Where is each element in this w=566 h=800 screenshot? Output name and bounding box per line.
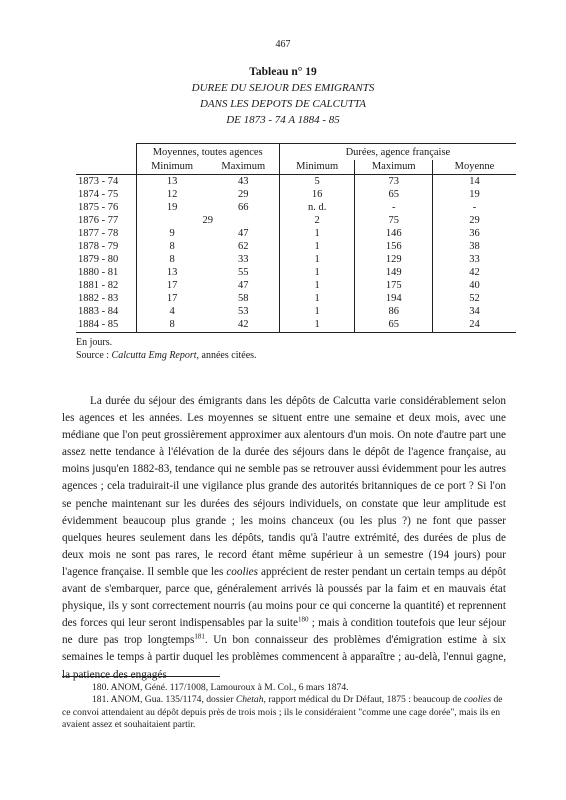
cell-min-all: 19 (136, 201, 208, 214)
page-number: 467 (275, 39, 291, 50)
cell-max-fr: 149 (355, 266, 433, 279)
footnote-ref-180[interactable]: 180 (298, 615, 309, 624)
cell-min-fr: 1 (279, 253, 355, 266)
cell-min-fr: 2 (279, 214, 355, 227)
cell-avg-fr: 42 (433, 266, 517, 279)
cell-max-fr: 86 (355, 305, 433, 318)
cell-year: 1875 - 76 (78, 202, 119, 213)
cell-max-all: 55 (238, 267, 249, 278)
cell-min-all: 8 (136, 253, 208, 266)
cell-max-fr: - (355, 201, 433, 214)
footnotes (62, 682, 506, 732)
table-row (76, 175, 516, 189)
cell-max-all: 47 (238, 280, 249, 291)
cell-avg-fr: - (433, 201, 517, 214)
table-subtitle-line-3: DE 1873 - 74 A 1884 - 85 (226, 114, 340, 126)
group-header-french-agency: Durées, agence française (279, 144, 516, 161)
table-row (76, 201, 516, 214)
cell-max-fr: 146 (355, 227, 433, 240)
cell-min-fr: 1 (279, 227, 355, 240)
cell-avg-fr: 40 (433, 279, 517, 292)
table-row (76, 266, 516, 279)
cell-min-all: 8 (136, 240, 208, 253)
cell-year: 1876 - 77 (78, 215, 119, 226)
table-heading (0, 65, 566, 128)
cell-min-all: 12 (136, 188, 208, 201)
cell-min-all: 4 (136, 305, 208, 318)
footnote-181: 181. ANOM, Gua. 135/1174, dossier Chetah, rapport médical du Dr Défaut, 1875 : beaucoup de coolies de ce convoi attendaient au dépôt depuis près de trois mois ; ils le considéraient "comme une cage dorée", mais ils en avaient assez et souhaitaient partir. (62, 694, 503, 731)
cell-year: 1881 - 82 (78, 280, 119, 291)
source-rest: , années citées. (196, 349, 257, 361)
cell-max-fr: 65 (355, 188, 433, 201)
cell-min-all: 8 (136, 318, 208, 333)
cell-max-fr: 156 (355, 240, 433, 253)
col-header-max-fr: Maximum (355, 160, 433, 175)
cell-avg-fr: 24 (433, 318, 517, 333)
table-row (76, 279, 516, 292)
table-notes (76, 337, 257, 362)
cell-max-all: 29 (238, 189, 249, 200)
cell-year: 1882 - 83 (78, 293, 119, 304)
cell-max-fr: 129 (355, 253, 433, 266)
table-row (76, 214, 516, 227)
table-row (76, 188, 516, 201)
cell-avg-fr: 19 (433, 188, 517, 201)
table-row (76, 240, 516, 253)
table-title: Tableau n° 19 (249, 66, 317, 78)
cell-min-all: 13 (136, 266, 208, 279)
table-row (76, 292, 516, 305)
cell-year: 1878 - 79 (78, 241, 119, 252)
cell-max-all: 43 (238, 176, 249, 187)
cell-max-all: 47 (238, 228, 249, 239)
table-subtitle-line-1: DUREE DU SEJOUR DES EMIGRANTS (191, 82, 375, 94)
footnote-180: 180. ANOM, Géné. 117/1008, Lamouroux à M. Col., 6 mars 1874. (92, 682, 349, 693)
cell-year: 1879 - 80 (78, 254, 119, 265)
cell-merged-all: 29 (136, 214, 279, 227)
cell-min-fr: 1 (279, 279, 355, 292)
cell-min-fr: n. d. (279, 201, 355, 214)
body-text (62, 393, 506, 684)
footnote-ref-181[interactable]: 181 (194, 632, 205, 641)
cell-min-all: 17 (136, 292, 208, 305)
cell-year: 1880 - 81 (78, 267, 119, 278)
cell-max-fr: 65 (355, 318, 433, 333)
cell-avg-fr: 33 (433, 253, 517, 266)
cell-avg-fr: 29 (433, 214, 517, 227)
cell-max-all: 53 (238, 306, 249, 317)
col-header-max-all: Maximum (208, 160, 280, 175)
group-header-all-agencies: Moyennes, toutes agences (136, 144, 279, 161)
cell-max-fr: 194 (355, 292, 433, 305)
source-title: Calcutta Emg Report (111, 349, 197, 361)
paragraph: La durée du séjour des émigrants dans les dépôts de Calcutta varie considérablement selon les agences et les années. Les moyennes se situent entre une semaine et deux mois, avec une médiane que l'on peut grossièrement approximer aux alentours d'un mois. On note d'autre part une assez nette tendance à l'élévation de la durée des séjours dans le dépôt de l'agence française, au moins jusqu'en 1882-83, tendance qui ne semble pas se retrouver aussi évidemment pour les autres agences ; cela traduirait-il une vigilance plus grande des autorités britanniques de ce port ? Si l'on se penche maintenant sur les durées des séjours individuels, on constate que leur amplitude est évidemment beaucoup plus grande ; les moins chanceux (ou les plus ?) ne font que passer quelques heures seulement dans les dépôts, tandis qu'à l'autre extrémité, des durées de plus de deux mois ne sont pas rares, le record étant même supérieur à un semestre (194 jours) pour l'agence française. Il semble que les coolies apprécient de rester pendant un certain temps au dépôt avant de s'embarquer, parce que, généralement arrivés là poussés par la faim et en mauvais état physique, ils y sont correctement nourris (au moins pour ce qui concerne la quantité) et reprennent des forces qui leur seront indispensables par la suite$^{180}$ ; mais à condition toutefois que leur séjour ne dure pas trop longtemps$^{181}$. Un bon connaisseur des problèmes d'émigration estime à six semaines le temps à partir duquel les problèmes commencent à apparaître ; au-delà, l'ennui gagne, la patience des engagés (62, 395, 507, 681)
cell-min-all: 13 (136, 175, 208, 189)
table-row (76, 253, 516, 266)
cell-max-fr: 175 (355, 279, 433, 292)
cell-max-all: 62 (238, 241, 249, 252)
cell-min-all: 9 (136, 227, 208, 240)
table-row (76, 318, 516, 333)
cell-year: 1884 - 85 (76, 318, 136, 333)
cell-max-all: 58 (238, 293, 249, 304)
cell-year: 1883 - 84 (78, 306, 119, 317)
cell-min-fr: 1 (279, 292, 355, 305)
cell-min-fr: 1 (279, 266, 355, 279)
cell-min-fr: 1 (279, 318, 355, 333)
table-row (76, 227, 516, 240)
cell-year: 1874 - 75 (78, 189, 119, 200)
cell-avg-fr: 34 (433, 305, 517, 318)
table-subtitle-line-2: DANS LES DEPOTS DE CALCUTTA (199, 98, 367, 110)
col-header-avg-fr: Moyenne (433, 160, 517, 175)
units-note: En jours. (76, 337, 113, 348)
cell-min-fr: 1 (279, 305, 355, 318)
col-header-min-fr: Minimum (279, 160, 355, 175)
cell-max-all: 42 (208, 318, 280, 333)
emigrant-stay-table (76, 143, 516, 333)
footnote-divider (62, 676, 220, 677)
cell-max-fr: 73 (355, 175, 433, 189)
cell-min-fr: 1 (279, 240, 355, 253)
cell-max-fr: 75 (355, 214, 433, 227)
cell-avg-fr: 14 (433, 175, 517, 189)
col-header-min-all: Minimum (136, 160, 208, 175)
source-note (76, 350, 257, 363)
cell-year: 1877 - 78 (78, 228, 119, 239)
cell-avg-fr: 38 (433, 240, 517, 253)
cell-year: 1873 - 74 (78, 176, 119, 187)
cell-avg-fr: 52 (433, 292, 517, 305)
cell-min-fr: 16 (279, 188, 355, 201)
cell-min-fr: 5 (279, 175, 355, 189)
cell-min-all: 17 (136, 279, 208, 292)
cell-max-all: 33 (238, 254, 249, 265)
cell-max-all: 66 (238, 202, 249, 213)
table-row (76, 305, 516, 318)
cell-avg-fr: 36 (433, 227, 517, 240)
source-label: Source : (76, 349, 112, 361)
